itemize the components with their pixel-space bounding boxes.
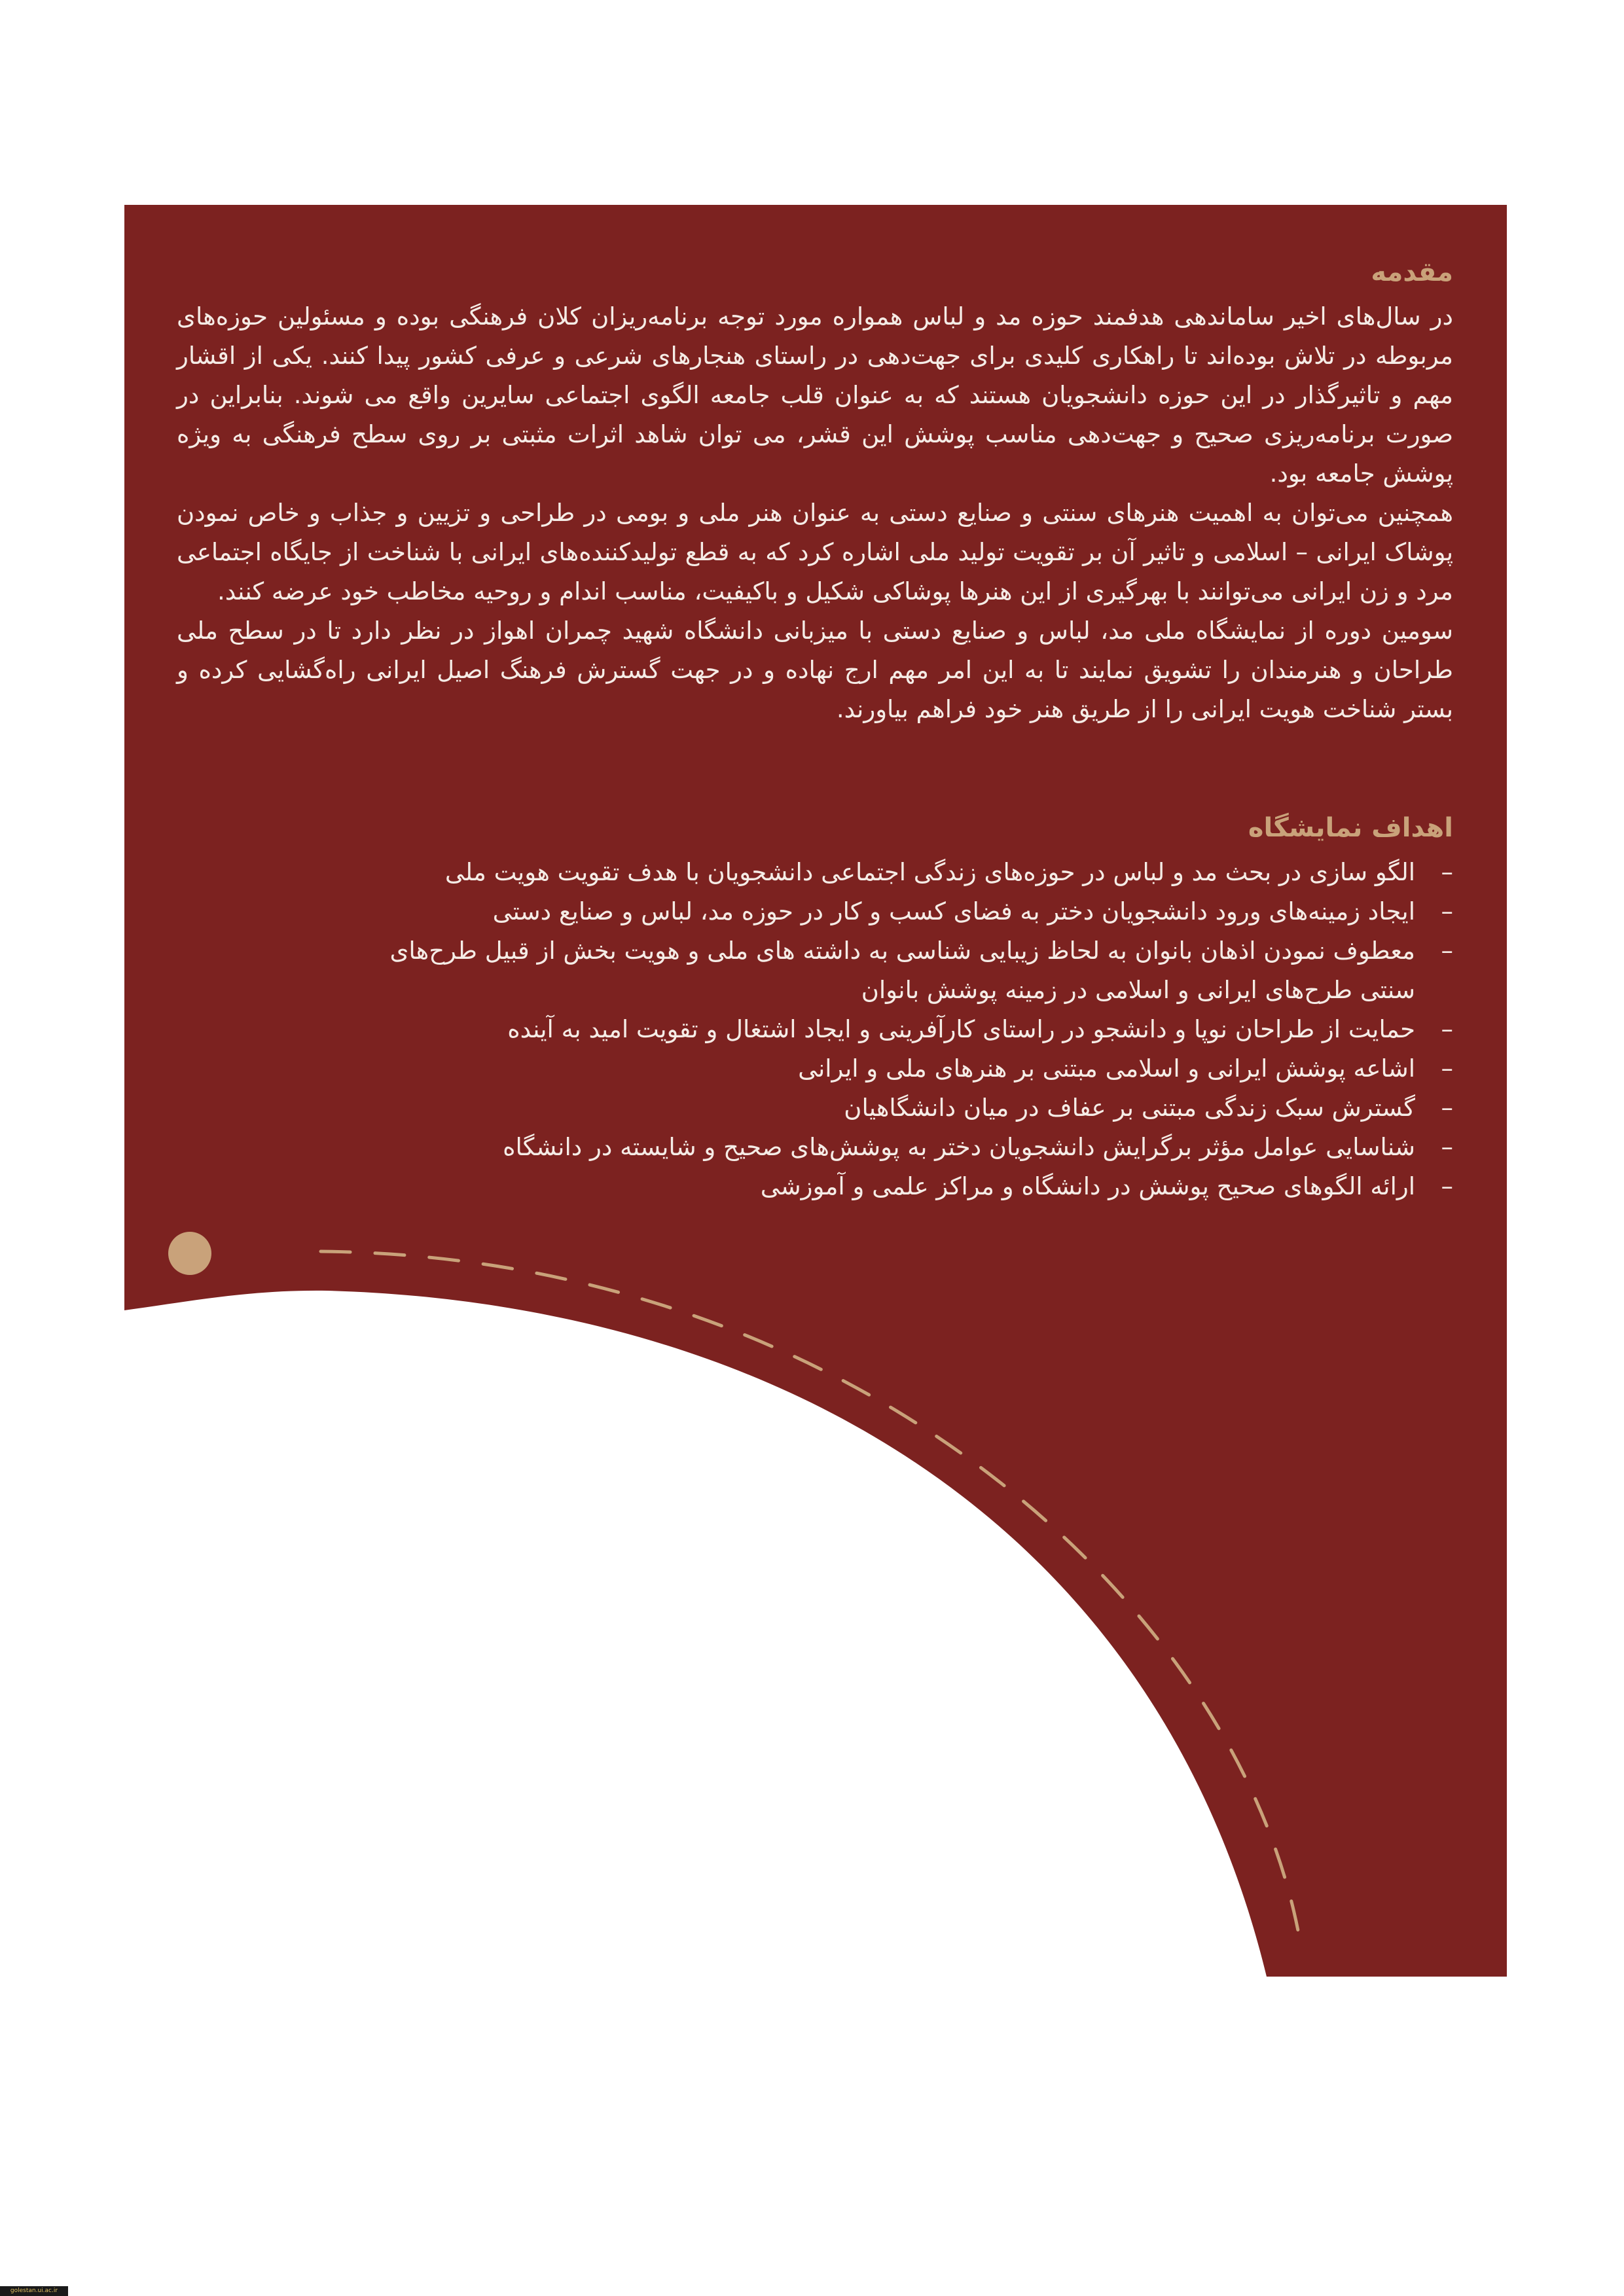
goal-text: اشاعه پوشش ایرانی و اسلامی مبتنی بر هنرهای ملی و ایرانی xyxy=(798,1054,1415,1083)
goals-section xyxy=(177,811,1453,1206)
intro-paragraph: سومین دوره از نمایشگاه ملی مد، لباس و صنایع دستی با میزبانی دانشگاه شهید چمران اهواز در نظر دارد تا در سطح ملی طراحان و هنرمندان را تشویق نمایند تا به این امر مهم ارج نهاده و در جهت گسترش فرهنگ اصیل ایرانی راه‌گشایی کرده و بستر شناخت هویت ایرانی را از طریق هنر خود فراهم بیاورند. xyxy=(177,617,1453,723)
goal-text: ارائه الگوهای صحیح پوشش در دانشگاه و مراکز علمی و آموزشی xyxy=(760,1172,1415,1200)
goal-item xyxy=(327,892,1453,931)
dash-bullet-icon: – xyxy=(1441,937,1453,965)
goal-item xyxy=(327,1088,1453,1128)
goal-text: گسترش سبک زندگی مبتنی بر عفاف در میان دانشگاهیان xyxy=(844,1094,1415,1122)
goal-text: حمایت از طراحان نوپا و دانشجو در راستای کارآفرینی و ایجاد اشتغال و تقویت امید به آینده xyxy=(507,1015,1415,1043)
goal-item xyxy=(327,931,1453,1010)
dash-bullet-icon: – xyxy=(1441,1015,1453,1043)
goal-text: ایجاد زمینه‌های ورود دانشجویان دختر به فضای کسب و کار در حوزه مد، لباس و صنایع دستی xyxy=(492,897,1415,925)
goal-text: شناسایی عوامل مؤثر برگرایش دانشجویان دختر به پوشش‌های صحیح و شایسته در دانشگاه xyxy=(503,1133,1415,1161)
intro-paragraph: همچنین می‌توان به اهمیت هنرهای سنتی و صنایع دستی به عنوان هنر ملی و بومی در طراحی و تزیین و جذاب و خاص نمودن پوشاک ایرانی – اسلامی و تاثیر آن بر تقویت تولید ملی اشاره کرد که به قطع تولیدکننده‌های ایرانی با شناخت از جایگاه اجتماعی مرد و زن ایرانی می‌توانند با بهرگیری از این هنرها پوشاکی شکیل و باکیفیت، مناسب اندام و روحیه مخاطب خود عرضه کنند. xyxy=(177,499,1453,605)
goals-list xyxy=(327,853,1453,1206)
goal-item xyxy=(327,1167,1453,1206)
goal-item xyxy=(327,853,1453,892)
site-url-badge[interactable]: golestan.ui.ac.ir xyxy=(0,2286,68,2296)
dash-bullet-icon: – xyxy=(1441,1054,1453,1083)
intro-heading: مقدمه xyxy=(1371,257,1453,287)
dash-bullet-icon: – xyxy=(1441,1094,1453,1122)
goal-text: معطوف نمودن اذهان بانوان به لحاظ زیبایی شناسی به داشته های ملی و هویت بخش از قبیل طرح‌های سنتی طرح‌های ایرانی و اسلامی در زمینه پوشش بانوان xyxy=(389,937,1415,1004)
dash-bullet-icon: – xyxy=(1441,1133,1453,1161)
intro-paragraph: در سال‌های اخیر ساماندهی هدفمند حوزه مد و لباس همواره مورد توجه برنامه‌ریزان کلان فرهنگی بوده و مسئولین حوزه‌های مربوطه در تلاش بوده‌اند تا راهکاری کلیدی برای جهت‌دهی در راستای هنجارهای شرعی و عرفی کشور پیدا کنند. یکی از اقشار مهم و تاثیرگذار در این حوزه دانشجویان هستند که به عنوان قلب جامعه الگوی اجتماعی سایرین واقع می شوند. بنابراین در صورت برنامه‌ریزی صحیح و جهت‌دهی مناسب پوشش این قشر، می توان شاهد اثرات مثبتی بر روی سطح فرهنگی به ویژه پوشش جامعه بود. xyxy=(177,302,1453,488)
goal-text: الگو سازی در بحث مد و لباس در حوزه‌های زندگی اجتماعی دانشجویان با هدف تقویت هویت ملی xyxy=(444,858,1415,886)
goal-item xyxy=(327,1128,1453,1167)
goal-item xyxy=(327,1049,1453,1088)
intro-section xyxy=(177,255,1453,729)
dash-bullet-icon: – xyxy=(1441,1172,1453,1200)
dash-bullet-icon: – xyxy=(1441,897,1453,925)
text-content xyxy=(177,255,1453,1206)
gold-dot xyxy=(168,1232,211,1275)
goal-item xyxy=(327,1010,1453,1049)
goals-heading: اهداف نمایشگاه xyxy=(1248,813,1453,843)
dash-bullet-icon: – xyxy=(1441,858,1453,886)
